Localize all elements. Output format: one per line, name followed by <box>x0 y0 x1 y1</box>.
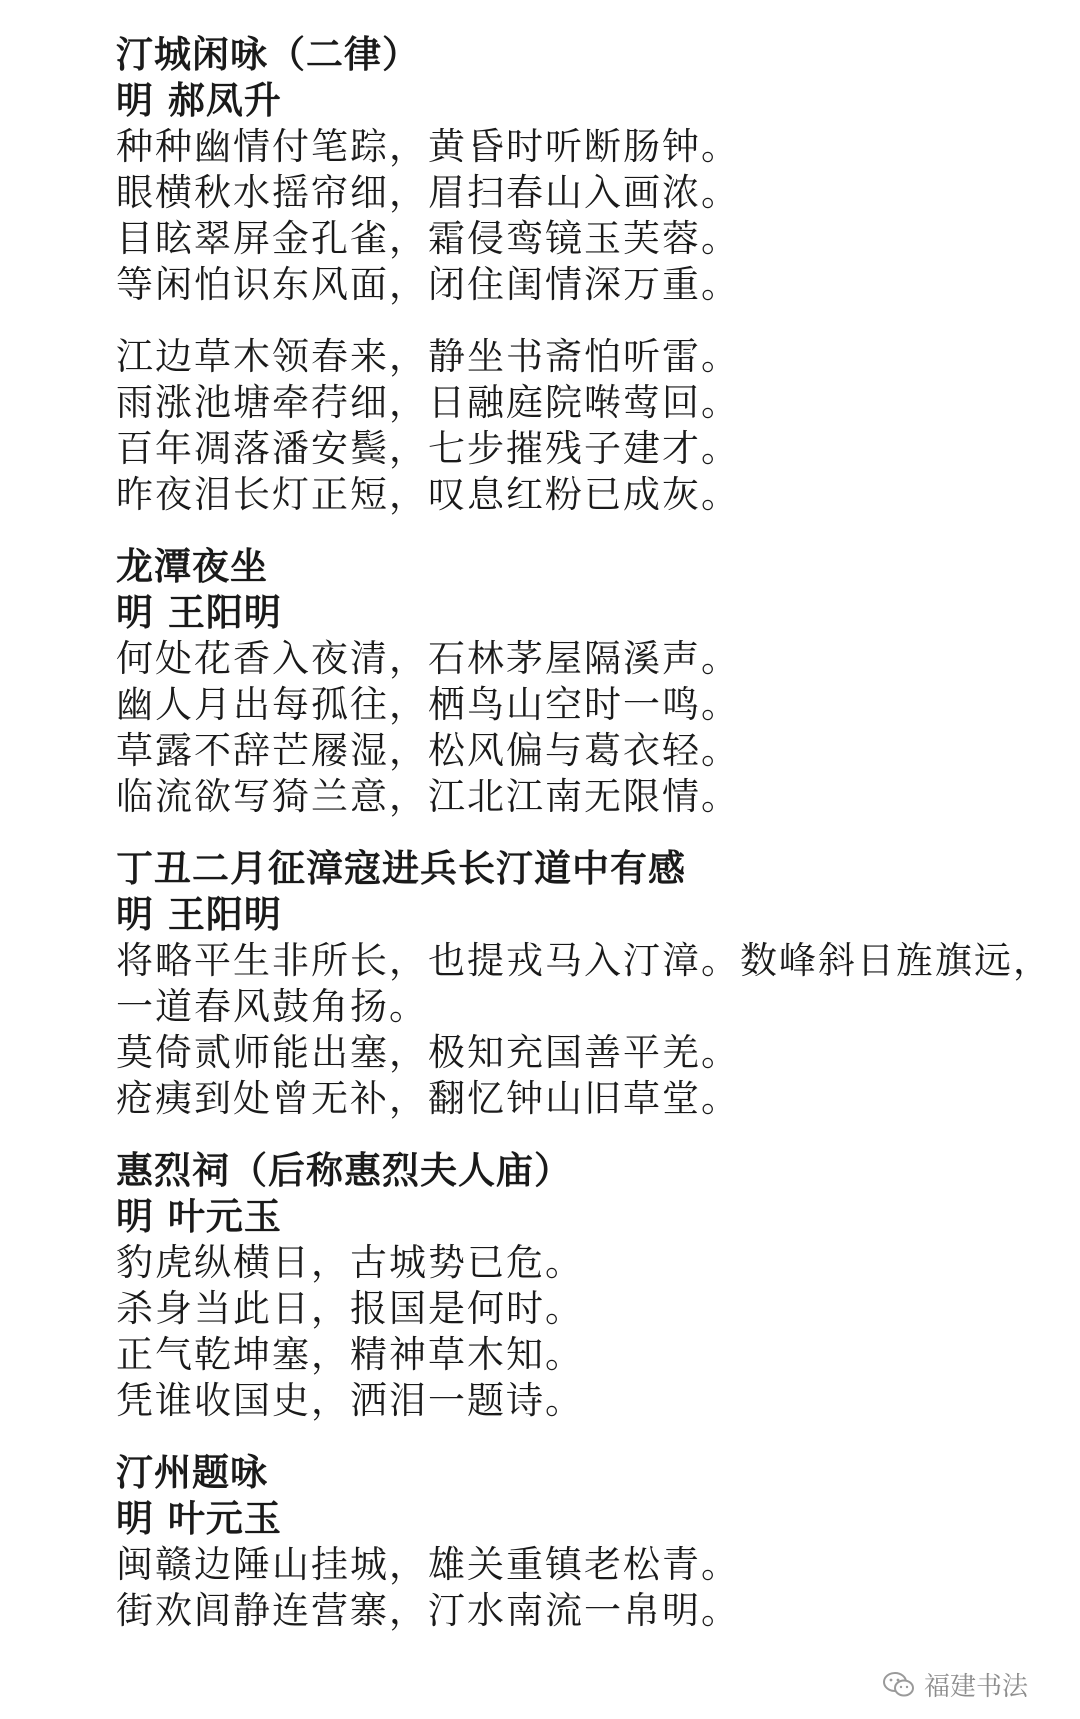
poem-line: 临流欲写猗兰意，江北江南无限情。 <box>116 775 740 818</box>
poem-line: 种种幽情付笔踪，黄昏时听断肠钟。 <box>116 125 740 168</box>
poem-stanza <box>116 124 1066 308</box>
poem-line: 正气乾坤塞，精神草木知。 <box>116 1333 584 1376</box>
poem-line: 疮痍到处曾无补，翻忆钟山旧草堂。 <box>116 1077 740 1120</box>
poem-line: 百年凋落潘安鬓，七步摧残子建才。 <box>116 427 740 470</box>
poem-line: 何处花香入夜清，石林茅屋隔溪声。 <box>116 637 740 680</box>
poem-title: 汀州题咏 <box>116 1451 268 1494</box>
poem-stanza <box>116 938 1066 1122</box>
poem-line: 莫倚贰师能出塞，极知充国善平羌。 <box>116 1031 740 1074</box>
poem-stanza <box>116 1542 1066 1634</box>
poem-title: 龙潭夜坐 <box>116 545 268 588</box>
poem-author: 明 郝凤升 <box>116 79 282 122</box>
poem-title: 惠烈祠（后称惠烈夫人庙） <box>116 1149 572 1192</box>
poem-line: 目眩翠屏金孔雀，霜侵鸾镜玉芙蓉。 <box>116 217 740 260</box>
poem-line: 昨夜泪长灯正短，叹息红粉已成灰。 <box>116 473 740 516</box>
poem-line: 将略平生非所长，也提戎马入汀漳。数峰斜日旌旗远，一道春风鼓角扬。 <box>116 939 1052 1028</box>
poem-stanza <box>116 636 1066 820</box>
poem-line: 杀身当此日，报国是何时。 <box>116 1287 584 1330</box>
poem <box>116 1148 1066 1424</box>
poem-line: 幽人月出每孤往，栖鸟山空时一鸣。 <box>116 683 740 726</box>
poem-line: 凭谁收国史，洒泪一题诗。 <box>116 1379 584 1422</box>
poem <box>116 32 1066 518</box>
poem <box>116 846 1066 1122</box>
poem-line: 眼横秋水摇帘细，眉扫春山入画浓。 <box>116 171 740 214</box>
poem-line: 闽赣边陲山挂城，雄关重镇老松青。 <box>116 1543 740 1586</box>
poem-line: 江边草木领春来，静坐书斋怕听雷。 <box>116 335 740 378</box>
poem-stanza <box>116 1240 1066 1424</box>
poem-stanza <box>116 334 1066 518</box>
poem-line: 等闲怕识东风面，闭住闺情深万重。 <box>116 263 740 306</box>
poem-author: 明 叶元玉 <box>116 1497 282 1540</box>
poem <box>116 1450 1066 1634</box>
poem-line: 草露不辞芒屦湿，松风偏与葛衣轻。 <box>116 729 740 772</box>
watermark <box>882 1666 1028 1703</box>
poem-title: 丁丑二月征漳寇进兵长汀道中有感 <box>116 847 686 890</box>
wechat-icon <box>882 1671 916 1699</box>
poem-document <box>116 32 1066 1660</box>
poem-line: 雨涨池塘牵荇细，日融庭院啭莺回。 <box>116 381 740 424</box>
poem-author: 明 叶元玉 <box>116 1195 282 1238</box>
poem-line: 街欢闾静连营寨，汀水南流一帛明。 <box>116 1589 740 1632</box>
watermark-text: 福建书法 <box>923 1672 1028 1702</box>
poem <box>116 544 1066 820</box>
poem-title: 汀城闲咏（二律） <box>116 33 420 76</box>
poem-author: 明 王阳明 <box>116 893 282 936</box>
poem-author: 明 王阳明 <box>116 591 282 634</box>
poem-line: 豹虎纵横日，古城势已危。 <box>116 1241 584 1284</box>
